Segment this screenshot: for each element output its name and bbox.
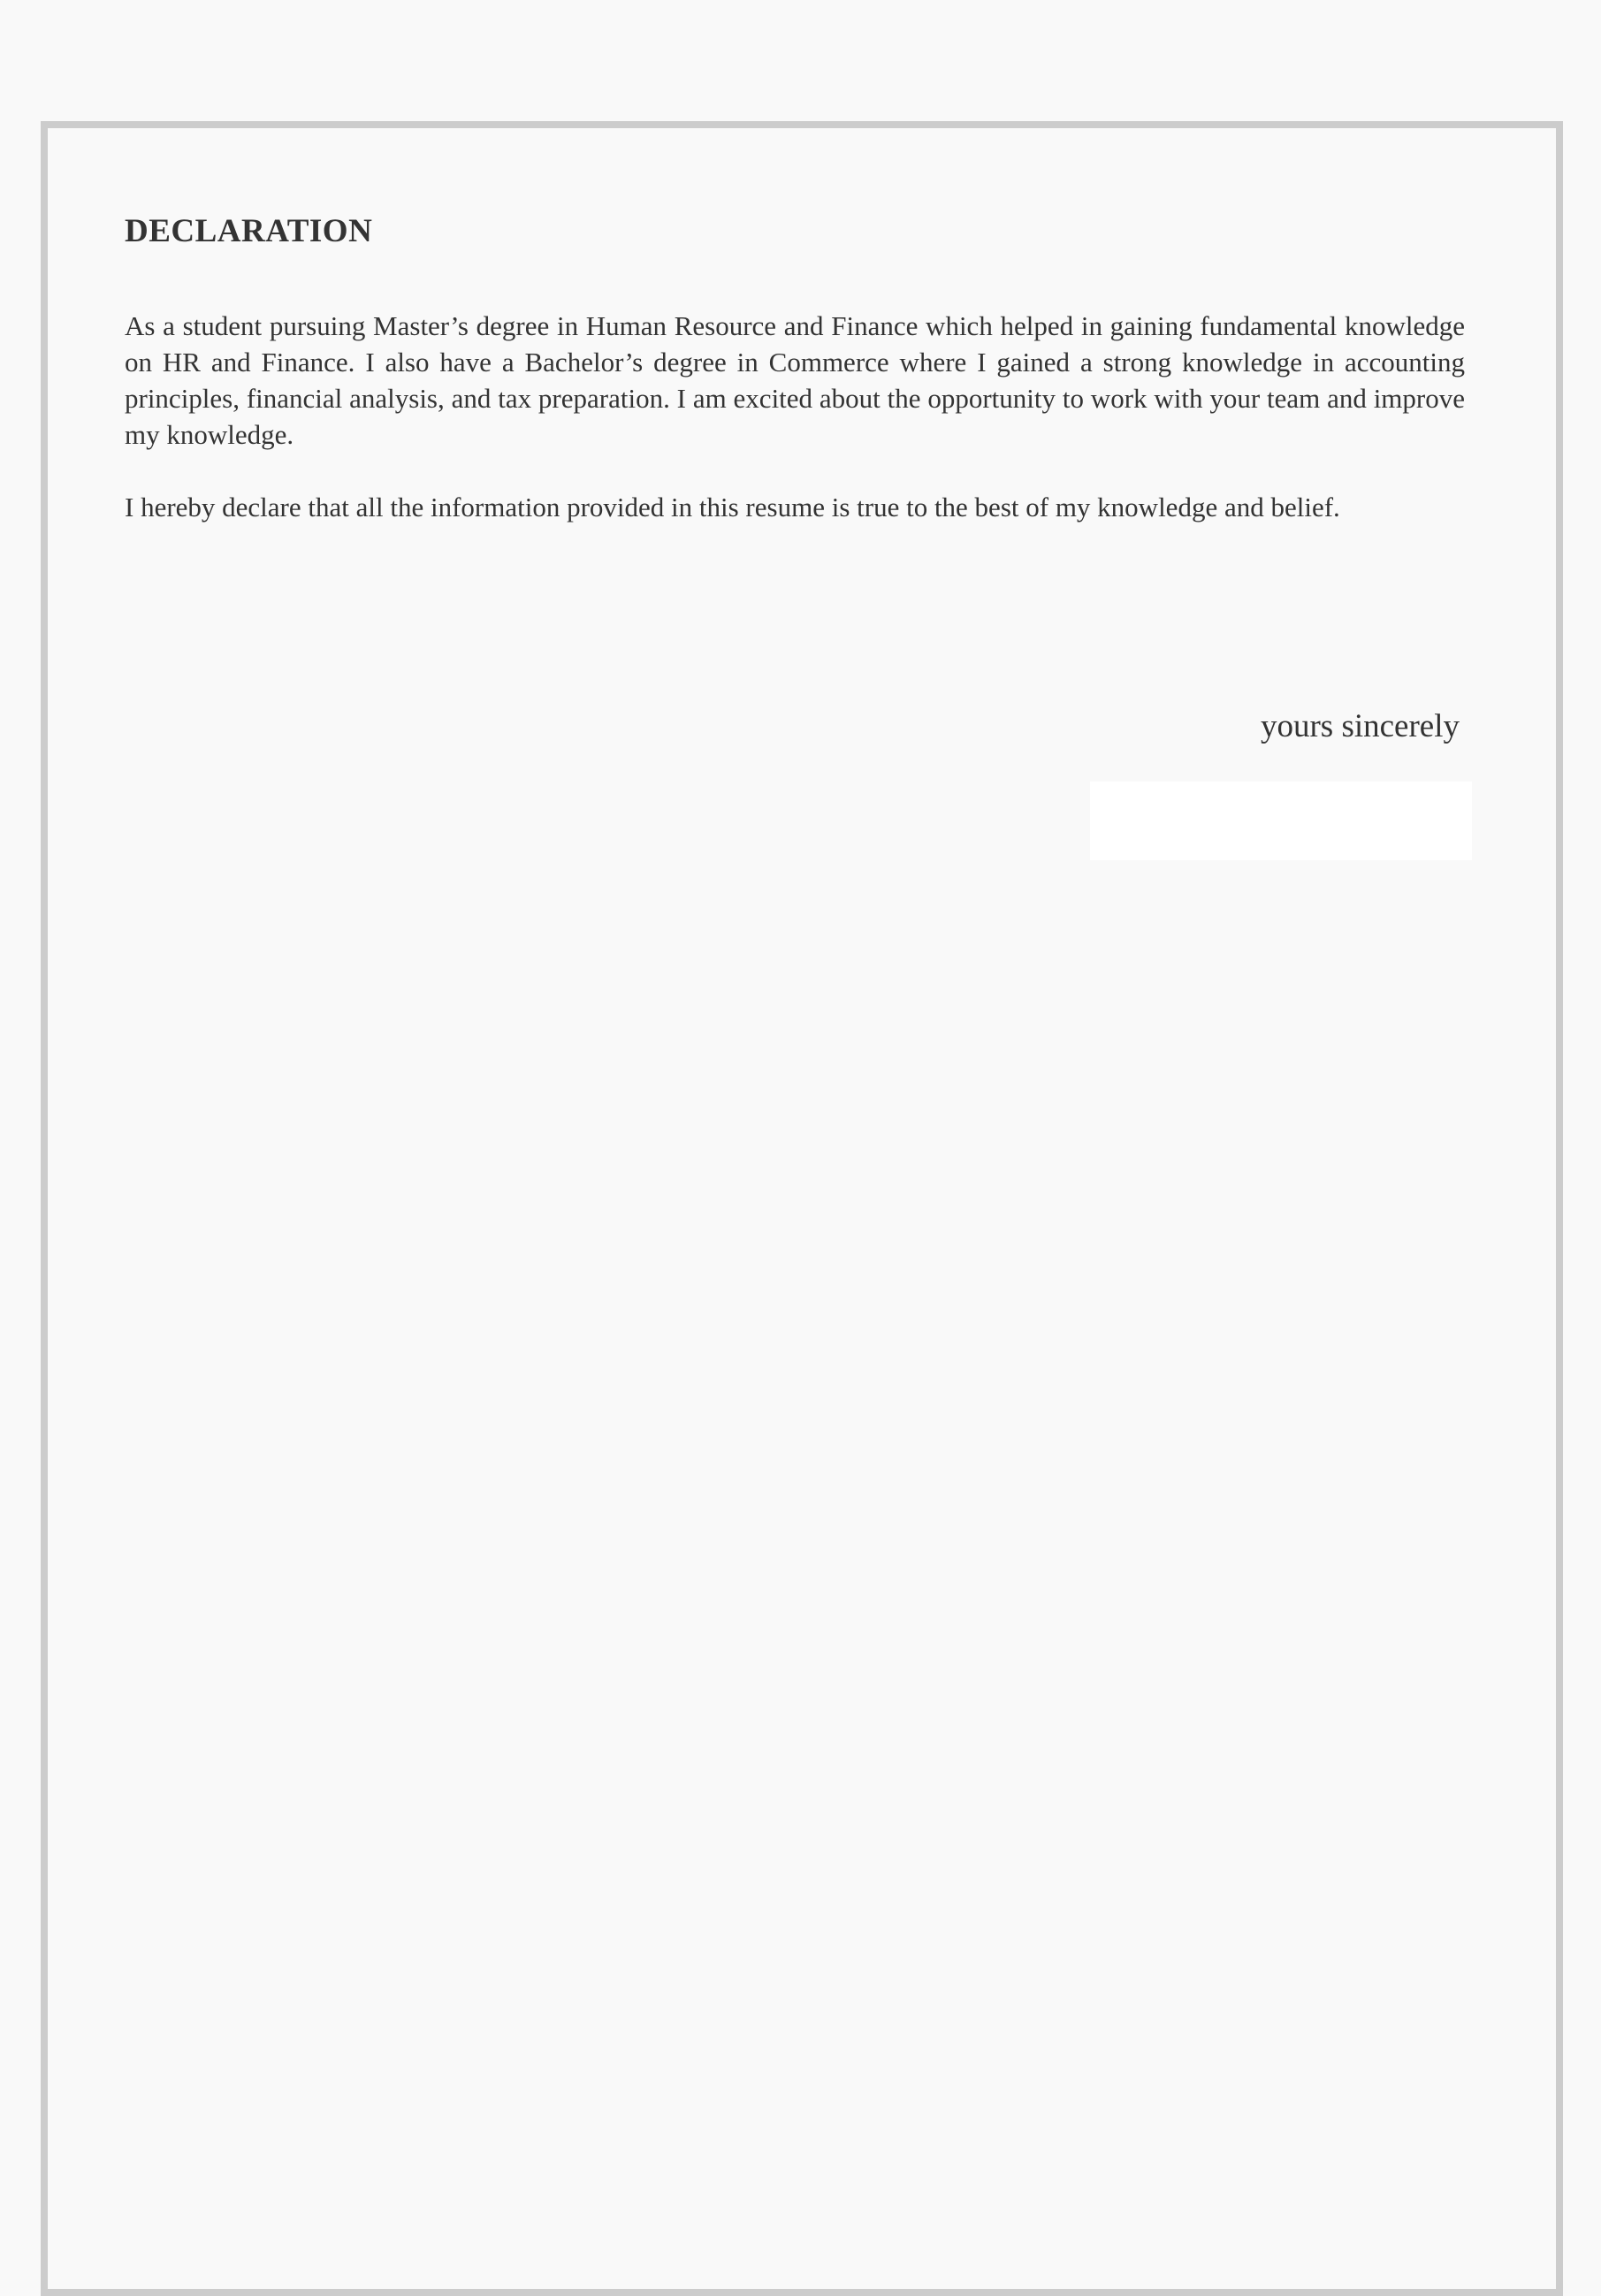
declaration-paragraph-2: I hereby declare that all the information provided in this resume is true to the best of my knowledge and belief. — [125, 492, 1340, 523]
declaration-section — [125, 212, 1465, 525]
closing-text: yours sincerely — [1260, 708, 1460, 744]
declaration-heading: DECLARATION — [125, 213, 373, 249]
declaration-paragraph-1: As a student pursuing Master’s degree in Human Resource and Finance which helped in gaining fundamental knowledge on HR and Finance. I also have a Bachelor’s degree in Commerce where I gained a strong knowledge in accounting principles, financial analysis, and tax preparation. I am excited about the opportunity to work with your team and improve my knowledge. — [125, 310, 1465, 451]
signature-area — [1090, 782, 1472, 860]
